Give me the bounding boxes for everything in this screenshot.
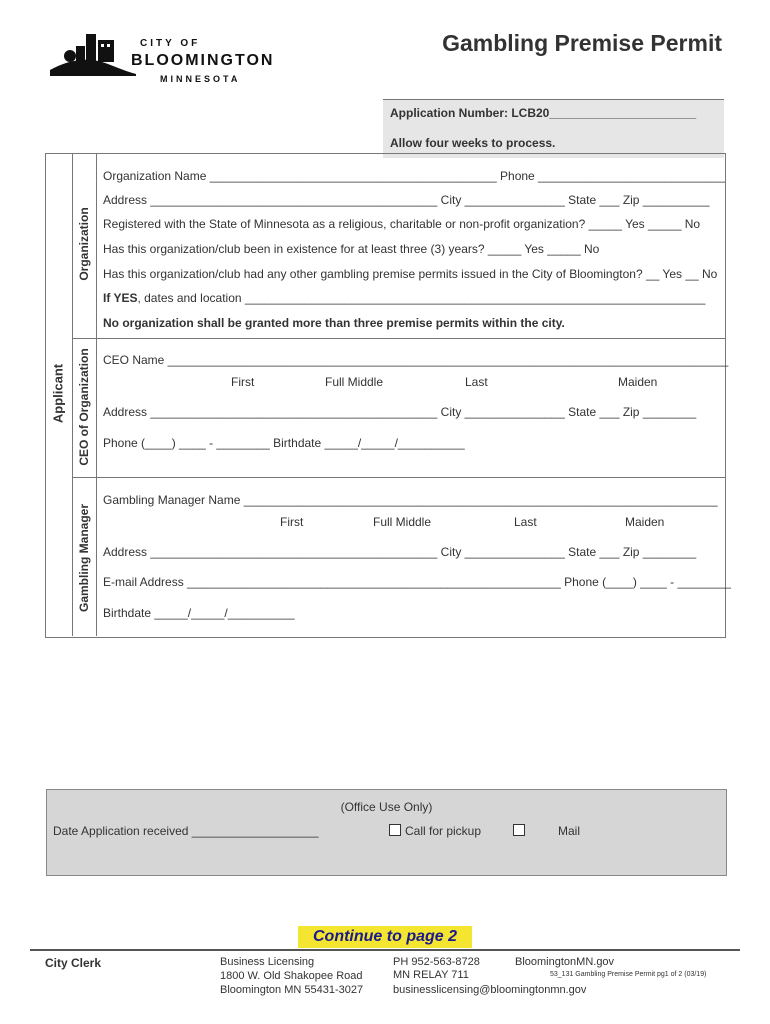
- ceo-last-label: Last: [465, 375, 488, 389]
- ceo-first-label: First: [231, 375, 255, 389]
- page-title: Gambling Premise Permit: [442, 30, 722, 56]
- if-yes-label: If YES: [103, 291, 138, 305]
- organization-label: Organization: [77, 207, 91, 281]
- if-yes-line: , dates and location _____________________________________________________________________: [137, 291, 706, 305]
- pickup-checkbox[interactable]: [389, 824, 401, 836]
- city-logo-icon: [48, 30, 138, 78]
- ceo-name-field[interactable]: CEO Name ____________________________________________________________________________________: [103, 353, 729, 367]
- manager-maiden-label: Maiden: [625, 515, 665, 529]
- org-registered-field[interactable]: Registered with the State of Minnesota as a religious, charitable or non-profit organization? _____ Yes _____ No: [103, 217, 701, 231]
- divider-label-2: [72, 477, 96, 478]
- divider-ceo-manager: [96, 477, 725, 478]
- mail-checkbox[interactable]: [513, 824, 525, 836]
- org-existence-field[interactable]: Has this organization/club been in existence for at least three (3) years? _____ Yes _____ No: [103, 242, 600, 256]
- footer-address2: 1800 W. Old Shakopee Road: [220, 970, 363, 982]
- footer-rule: [30, 949, 740, 951]
- logo-bloomington: BLOOMINGTON: [131, 52, 275, 69]
- applicant-label: Applicant: [50, 363, 66, 424]
- ceo-label: CEO of Organization: [77, 348, 91, 466]
- manager-label: Gambling Manager: [77, 503, 91, 613]
- manager-name-field[interactable]: Gambling Manager Name _______________________________________________________________________: [103, 493, 718, 507]
- org-address-field[interactable]: Address ___________________________________________ City _______________ State ___ Zip __________: [103, 193, 710, 207]
- footer-address3: Bloomington MN 55431-3027: [220, 984, 364, 996]
- manager-last-label: Last: [514, 515, 537, 529]
- ceo-phone-field[interactable]: Phone (____) ____ - ________ Birthdate _____/_____/__________: [103, 436, 465, 450]
- pickup-label: Call for pickup: [405, 824, 482, 838]
- mail-checkbox-box[interactable]: [513, 824, 529, 838]
- office-use-title: (Office Use Only): [340, 800, 433, 814]
- footer-relay: MN RELAY 711: [393, 969, 469, 981]
- pickup-option[interactable]: [389, 824, 481, 838]
- logo-minnesota: MINNESOTA: [160, 74, 241, 84]
- footer-website[interactable]: BloomingtonMN.gov: [515, 956, 615, 968]
- footer-phone: PH 952-563-8728: [393, 956, 480, 968]
- org-notice: No organization shall be granted more than three premise permits within the city.: [103, 316, 565, 330]
- mail-label: Mail: [558, 824, 581, 838]
- ceo-middle-label: Full Middle: [325, 375, 384, 389]
- manager-address-field[interactable]: Address ___________________________________________ City _______________ State ___ Zip ________: [103, 545, 697, 559]
- manager-first-label: First: [280, 515, 304, 529]
- org-if-yes-field[interactable]: [103, 291, 705, 305]
- office-use-box: [46, 789, 727, 876]
- application-number[interactable]: Application Number: LCB20______________________: [390, 106, 697, 120]
- footer-email[interactable]: businesslicensing@bloomingtonmn.gov: [393, 984, 587, 996]
- logo-city-of: CITY OF: [140, 38, 201, 49]
- manager-email-field[interactable]: E-mail Address ________________________________________________________ Phone (____) ____ - ________: [103, 575, 731, 589]
- org-name-field[interactable]: Organization Name ___________________________________________ Phone ____________________________: [103, 169, 725, 183]
- application-number-box: [383, 99, 724, 158]
- manager-middle-label: Full Middle: [373, 515, 432, 529]
- process-notice: Allow four weeks to process.: [390, 136, 556, 150]
- date-received-field[interactable]: Date Application received ___________________: [53, 824, 319, 838]
- divider-org-ceo: [96, 338, 725, 339]
- org-other-permits-field[interactable]: Has this organization/club had any other gambling premise permits issued in the City of Bloomington? __ Yes __ No: [103, 267, 718, 281]
- manager-birthdate-field[interactable]: Birthdate _____/_____/__________: [103, 606, 295, 620]
- footer-address1: Business Licensing: [220, 956, 315, 968]
- divider-label-1: [72, 338, 96, 339]
- ceo-maiden-label: Maiden: [618, 375, 658, 389]
- footer-dept: City Clerk: [45, 956, 102, 970]
- footer-form-id: 53_131 Gambling Premise Permit pg1 of 2 (03/19): [550, 971, 707, 978]
- continue-banner: Continue to page 2: [298, 926, 472, 948]
- ceo-address-field[interactable]: Address ___________________________________________ City _______________ State ___ Zip ________: [103, 405, 697, 419]
